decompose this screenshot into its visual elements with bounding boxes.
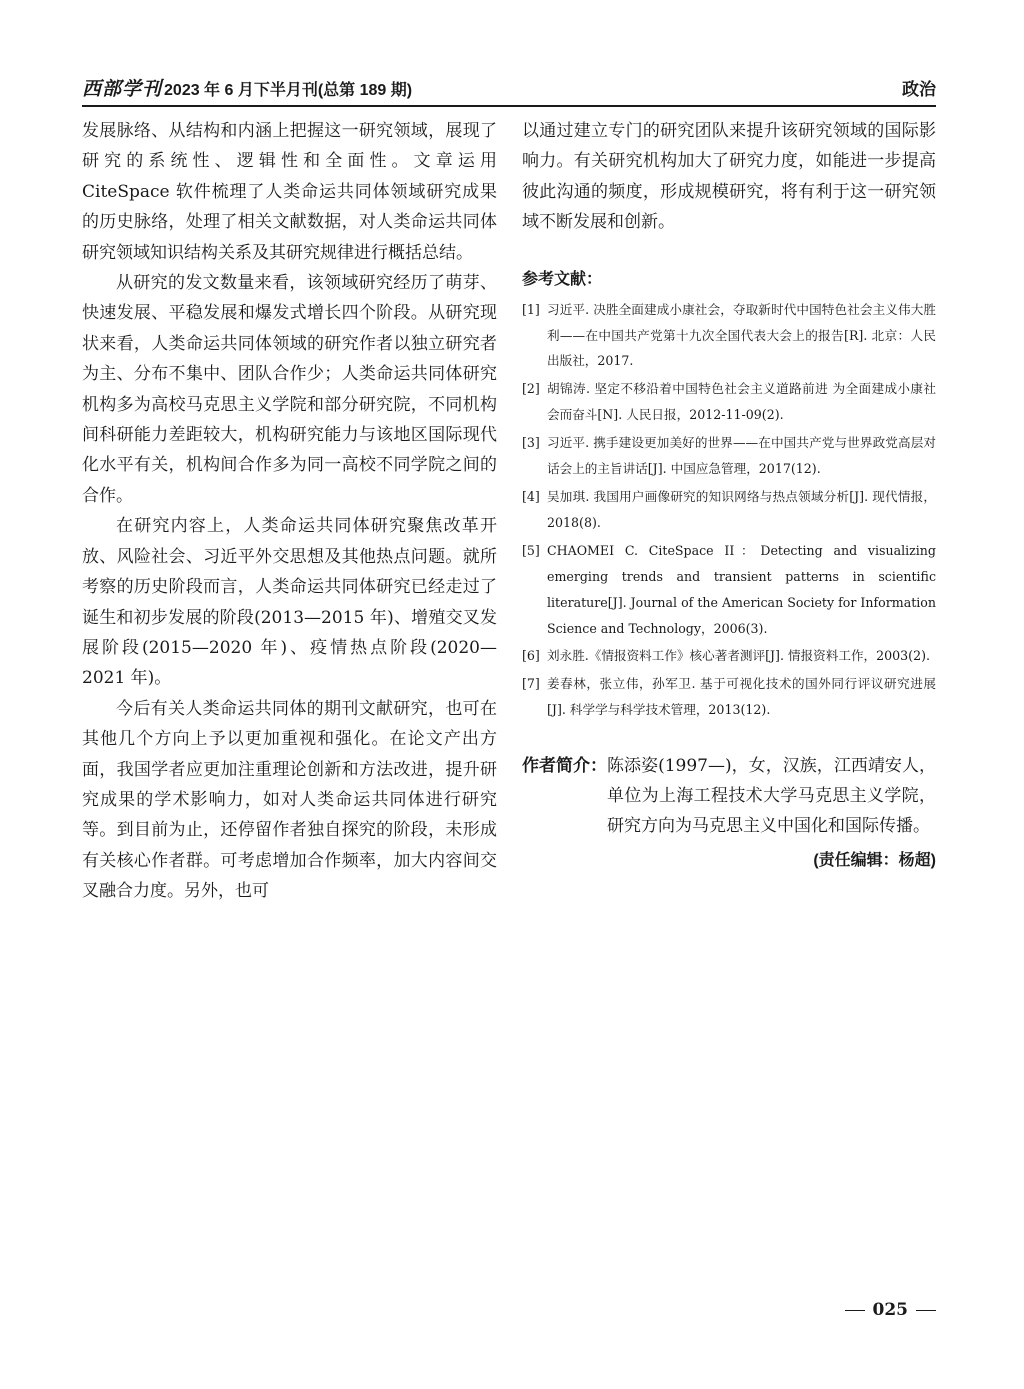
right-column xyxy=(522,116,936,870)
body-paragraph: 发展脉络、从结构和内涵上把握这一研究领域，展现了研究的系统性、逻辑性和全面性。文章运用 CiteSpace 软件梳理了人类命运共同体领域研究成果的历史脉络，处理了相关文献数据，对人类命运共同体研究领域知识结构关系及其研究规律进行概括总结。 xyxy=(82,121,497,263)
footer-dash-left xyxy=(845,1310,865,1311)
issue-info: 2023 年 6 月下半月刊(总第 189 期) xyxy=(164,81,413,99)
references-list xyxy=(522,297,936,724)
body-paragraph: 以通过建立专门的研究团队来提升该研究领域的国际影响力。有关研究机构加大了研究力度，如能进一步提高彼此沟通的频度，形成规模研究，将有利于这一研究领域不断发展和创新。 xyxy=(522,121,936,233)
reference-text: 习近平. 携手建设更加美好的世界——在中国共产党与世界政党高层对话会上的主旨讲话[J]. 中国应急管理，2017(12). xyxy=(547,435,936,477)
reference-number: [6] xyxy=(522,648,540,664)
body-paragraph: 从研究的发文数量来看，该领域研究经历了萌芽、快速发展、平稳发展和爆发式增长四个阶段。从研究现状来看，人类命运共同体领域的研究作者以独立研究者为主、分布不集中、团队合作少；人类命运共同体研究机构多为高校马克思主义学院和部分研究院，不同机构间科研能力差距较大，机构研究能力与该地区国际现代化水平有关，机构间合作多为同一高校不同学院之间的合作。 xyxy=(82,273,497,506)
reference-text: 胡锦涛. 坚定不移沿着中国特色社会主义道路前进 为全面建成小康社会而奋斗[N]. 人民日报，2012-11-09(2). xyxy=(547,381,936,423)
references-title: 参考文献： xyxy=(522,270,603,288)
reference-item xyxy=(522,376,936,428)
reference-number: [7] xyxy=(522,676,540,692)
page-footer xyxy=(820,1300,936,1320)
reference-text: 习近平. 决胜全面建成小康社会，夺取新时代中国特色社会主义伟大胜利——在中国共产党第十九次全国代表大会上的报告[R]. 北京：人民出版社，2017. xyxy=(547,301,936,369)
reference-text: 姜春林，张立伟，孙军卫. 基于可视化技术的国外同行评议研究进展[J]. 科学学与科学技术管理，2013(12). xyxy=(547,676,936,718)
body-paragraph: 今后有关人类命运共同体的期刊文献研究，也可在其他几个方向上予以更加重视和强化。在论文产出方面，我国学者应更加注重理论创新和方法改进，提升研究成果的学术影响力，如对人类命运共同体进行研究等。到目前为止，还停留作者独自探究的阶段，未形成有关核心作者群。可考虑增加合作频率，加大内容间交叉融合力度。另外，也可 xyxy=(82,698,497,902)
page-number: 025 xyxy=(872,1300,908,1320)
author-bio xyxy=(522,751,936,841)
reference-number: [5] xyxy=(522,542,540,558)
reference-text: 吴加琪. 我国用户画像研究的知识网络与热点领域分析[J]. 现代情报，2018(8). xyxy=(547,488,936,530)
author-label: 作者简介： xyxy=(522,756,607,776)
reference-number: [4] xyxy=(522,488,540,504)
reference-text: 刘永胜.《情报资料工作》核心著者测评[J]. 情报资料工作，2003(2). xyxy=(547,648,931,664)
header-rule xyxy=(82,105,936,107)
reference-item xyxy=(522,430,936,482)
reference-number: [3] xyxy=(522,435,540,451)
body-paragraph: 在研究内容上，人类命运共同体研究聚焦改革开放、风险社会、习近平外交思想及其他热点问题。就所考察的历史阶段而言，人类命运共同体研究已经走过了诞生和初步发展的阶段(2013—2015 年)、增殖交叉发展阶段(2015—2020 年)、疫情热点阶段(2020—2021 年)。 xyxy=(82,516,497,689)
reference-number: [1] xyxy=(522,301,540,317)
section-name: 政治 xyxy=(902,79,936,99)
reference-item xyxy=(522,538,936,642)
reference-item xyxy=(522,643,936,669)
reference-item xyxy=(522,671,936,723)
author-text: 陈添姿(1997—)，女，汉族，江西靖安人，单位为上海工程技术大学马克思主义学院，研究方向为马克思主义中国化和国际传播。 xyxy=(607,756,936,837)
left-column xyxy=(82,116,497,907)
reference-number: [2] xyxy=(522,381,540,397)
reference-item xyxy=(522,484,936,536)
journal-logo: 西部学刊 xyxy=(82,77,163,100)
footer-dash-right xyxy=(916,1310,936,1311)
reference-text: CHAOMEI C. CiteSpace II：Detecting and visualizing emerging trends and transient patterns in scientific literature[J]. Journal of the American Society for Information Science and Technology，2006(3). xyxy=(547,542,936,636)
header-left xyxy=(82,74,412,101)
responsible-editor: (责任编辑：杨超) xyxy=(813,852,936,870)
reference-item xyxy=(522,297,936,375)
page-header xyxy=(82,70,936,104)
